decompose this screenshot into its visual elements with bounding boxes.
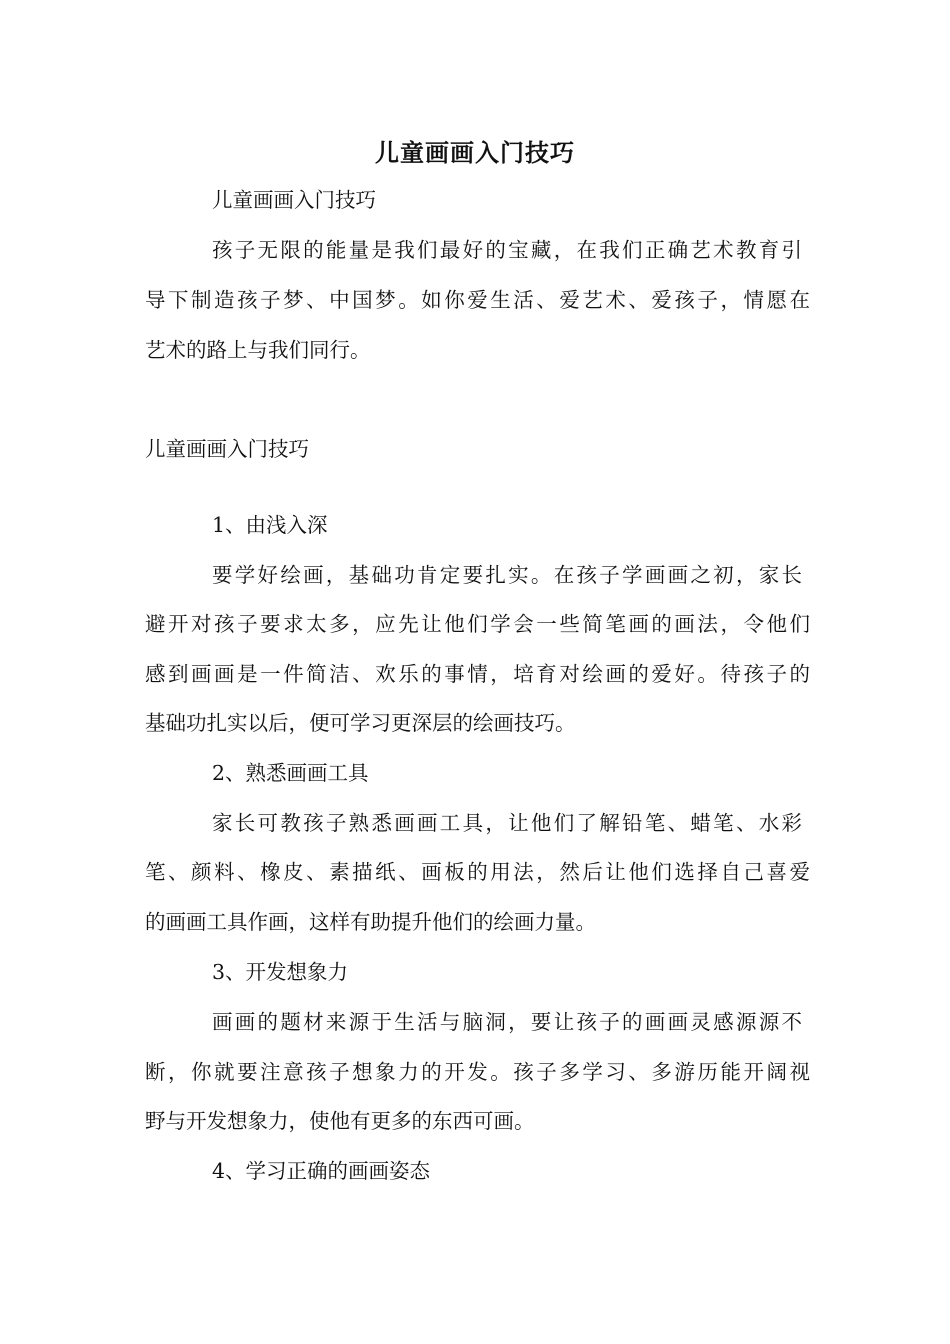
paragraph-line: 画画的题材来源于生活与脑洞，要让孩子的画画灵感源源不 xyxy=(212,1010,802,1034)
document-title: 儿童画画入门技巧 xyxy=(375,138,575,167)
subtitle: 儿童画画入门技巧 xyxy=(212,188,376,212)
item-heading: 3、开发想象力 xyxy=(212,960,349,984)
paragraph-line: 的画画工具作画，这样有助提升他们的绘画力量。 xyxy=(145,910,596,934)
section-heading: 儿童画画入门技巧 xyxy=(145,437,309,461)
intro-paragraph-line: 孩子无限的能量是我们最好的宝藏，在我们正确艺术教育引 xyxy=(212,238,802,262)
intro-paragraph-line: 艺术的路上与我们同行。 xyxy=(145,338,371,362)
paragraph-line: 避开对孩子要求太多，应先让他们学会一些简笔画的画法，令他们 xyxy=(145,612,810,636)
paragraph-line: 要学好绘画，基础功肯定要扎实。在孩子学画画之初，家长 xyxy=(212,563,802,587)
paragraph-line: 断，你就要注意孩子想象力的开发。孩子多学习、多游历能开阔视 xyxy=(145,1060,810,1084)
paragraph-line: 感到画画是一件简洁、欢乐的事情，培育对绘画的爱好。待孩子的 xyxy=(145,662,810,686)
paragraph-line: 家长可教孩子熟悉画画工具，让他们了解铅笔、蜡笔、水彩 xyxy=(212,811,802,835)
intro-paragraph-line: 导下制造孩子梦、中国梦。如你爱生活、爱艺术、爱孩子，情愿在 xyxy=(145,288,810,312)
item-heading: 2、熟悉画画工具 xyxy=(212,761,369,785)
paragraph-line: 基础功扎实以后，便可学习更深层的绘画技巧。 xyxy=(145,711,576,735)
paragraph-line: 野与开发想象力，使他有更多的东西可画。 xyxy=(145,1109,535,1133)
item-heading: 4、学习正确的画画姿态 xyxy=(212,1159,431,1183)
paragraph-line: 笔、颜料、橡皮、素描纸、画板的用法，然后让他们选择自己喜爱 xyxy=(145,860,810,884)
item-heading: 1、由浅入深 xyxy=(212,513,328,537)
